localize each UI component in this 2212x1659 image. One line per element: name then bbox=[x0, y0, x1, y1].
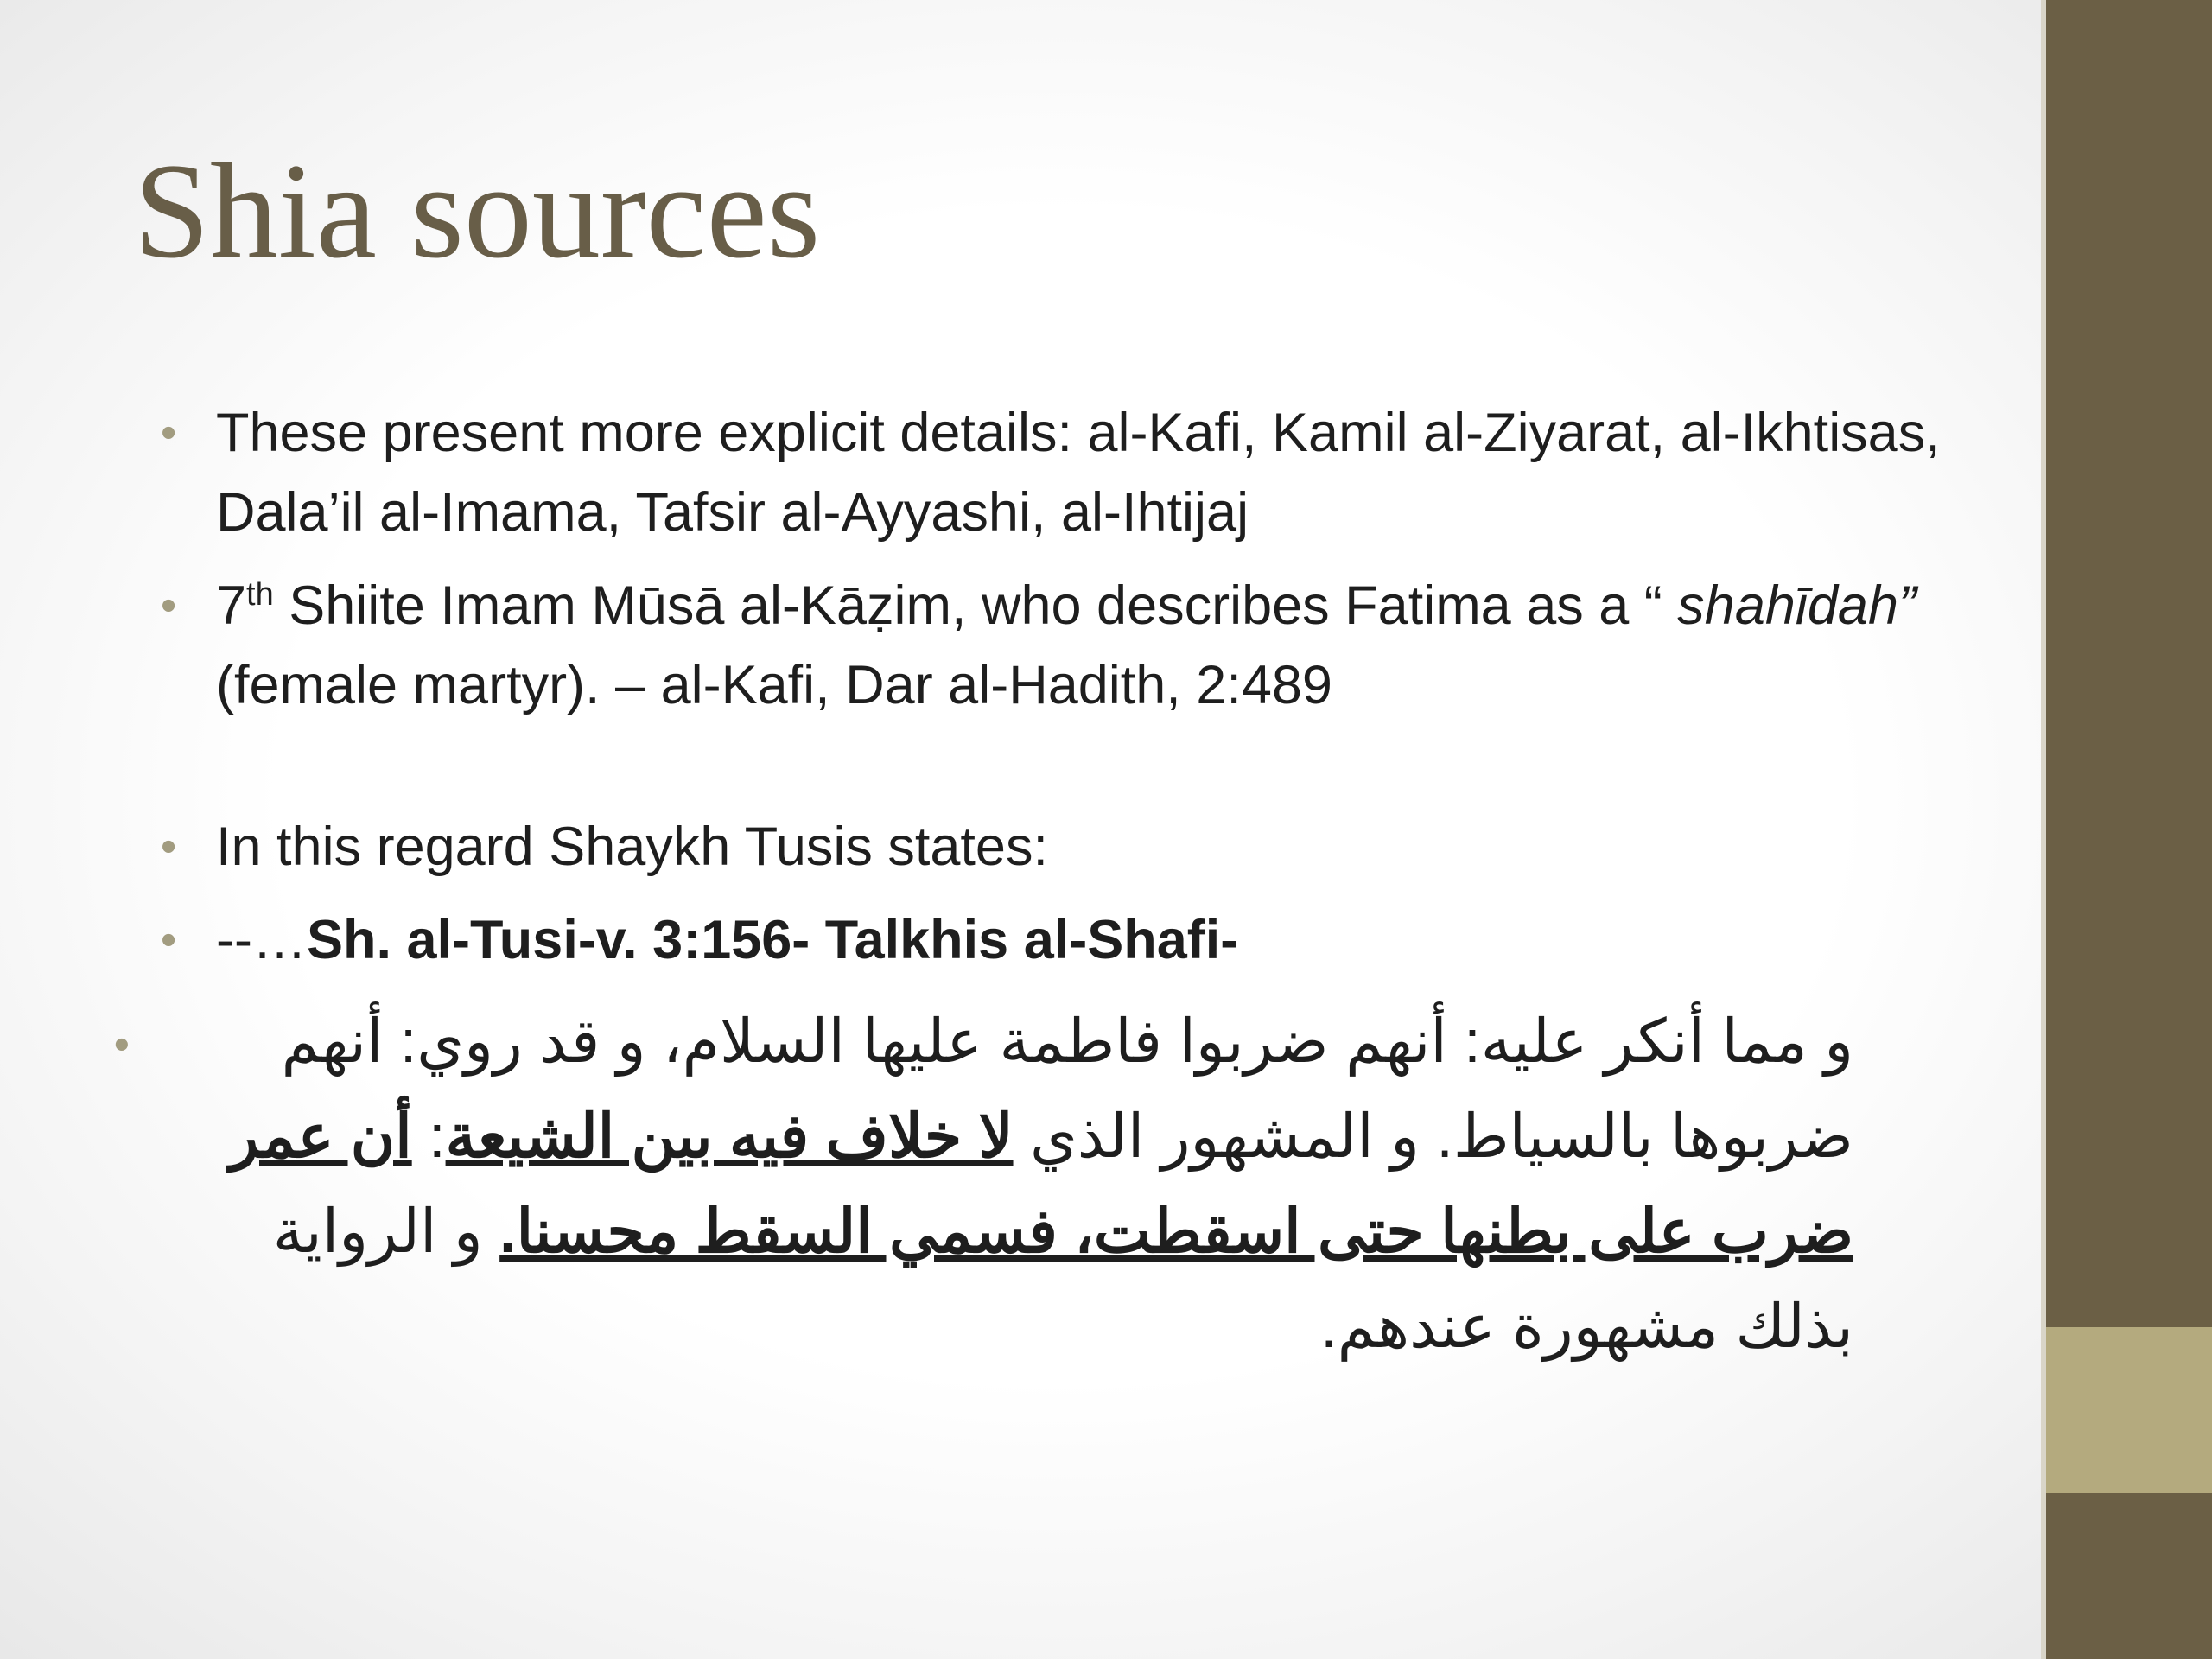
bullet-text: In this regard Shaykh Tusis states: bbox=[216, 817, 1048, 877]
italic-term: shahīdah” bbox=[1677, 575, 1916, 636]
bullet-marker: • bbox=[161, 581, 177, 631]
bullet-text-a: Shiite Imam Mūsā al-Kāẓim, who describes Fatima as a “ bbox=[273, 575, 1678, 636]
bullet-arabic-quote bbox=[113, 994, 1853, 1374]
sidebar-edge bbox=[2041, 0, 2046, 1659]
arabic-underlined-1: لا خلاف فيه بين الشيعة bbox=[445, 1103, 1014, 1170]
bullet-list bbox=[113, 393, 1944, 1388]
bullet-citation bbox=[161, 900, 1944, 980]
arabic-text-3: و الرواية بذلك مشهورة عندهم. bbox=[272, 1198, 1853, 1360]
citation-source: Sh. al-Tusi-v. 3:156- Talkhis al-Shafi- bbox=[306, 910, 1239, 970]
citation-prefix: --… bbox=[216, 910, 307, 970]
arabic-text-2: : bbox=[411, 1103, 446, 1170]
ordinal-number: 7 bbox=[216, 575, 247, 636]
arabic-underlined-2: أن عمر ضرب على بطنها حتى اسقطت، فسمي السقط محسنا. bbox=[229, 1103, 1853, 1265]
bullet-text-b: (female martyr). – al-Kafi, Dar al-Hadith, 2:489 bbox=[216, 655, 1332, 715]
bullet-tusi-intro bbox=[161, 807, 1944, 887]
ordinal-suffix: th bbox=[246, 576, 274, 613]
slide-title: Shia sources bbox=[134, 136, 821, 287]
bullet-imam-quote bbox=[161, 566, 1944, 725]
bullet-marker: • bbox=[161, 822, 177, 872]
bullet-marker: • bbox=[161, 915, 177, 965]
bullet-sources bbox=[161, 393, 1944, 552]
bullet-marker: • bbox=[113, 1020, 130, 1070]
sidebar-accent-block bbox=[2046, 1327, 2212, 1493]
bullet-text: These present more explicit details: al-Kafi, Kamil al-Ziyarat, al-Ikhtisas, Dala’il al-Imama, Tafsir al-Ayyashi, al-Ihtijaj bbox=[216, 403, 1941, 543]
bullet-marker: • bbox=[161, 408, 177, 458]
arabic-text-1: و مما أنكر عليه: أنهم ضربوا فاطمة عليها السلام، و قد روي: أنهم ضربوها بالسياط. و المشهور الذي bbox=[281, 1007, 1853, 1170]
